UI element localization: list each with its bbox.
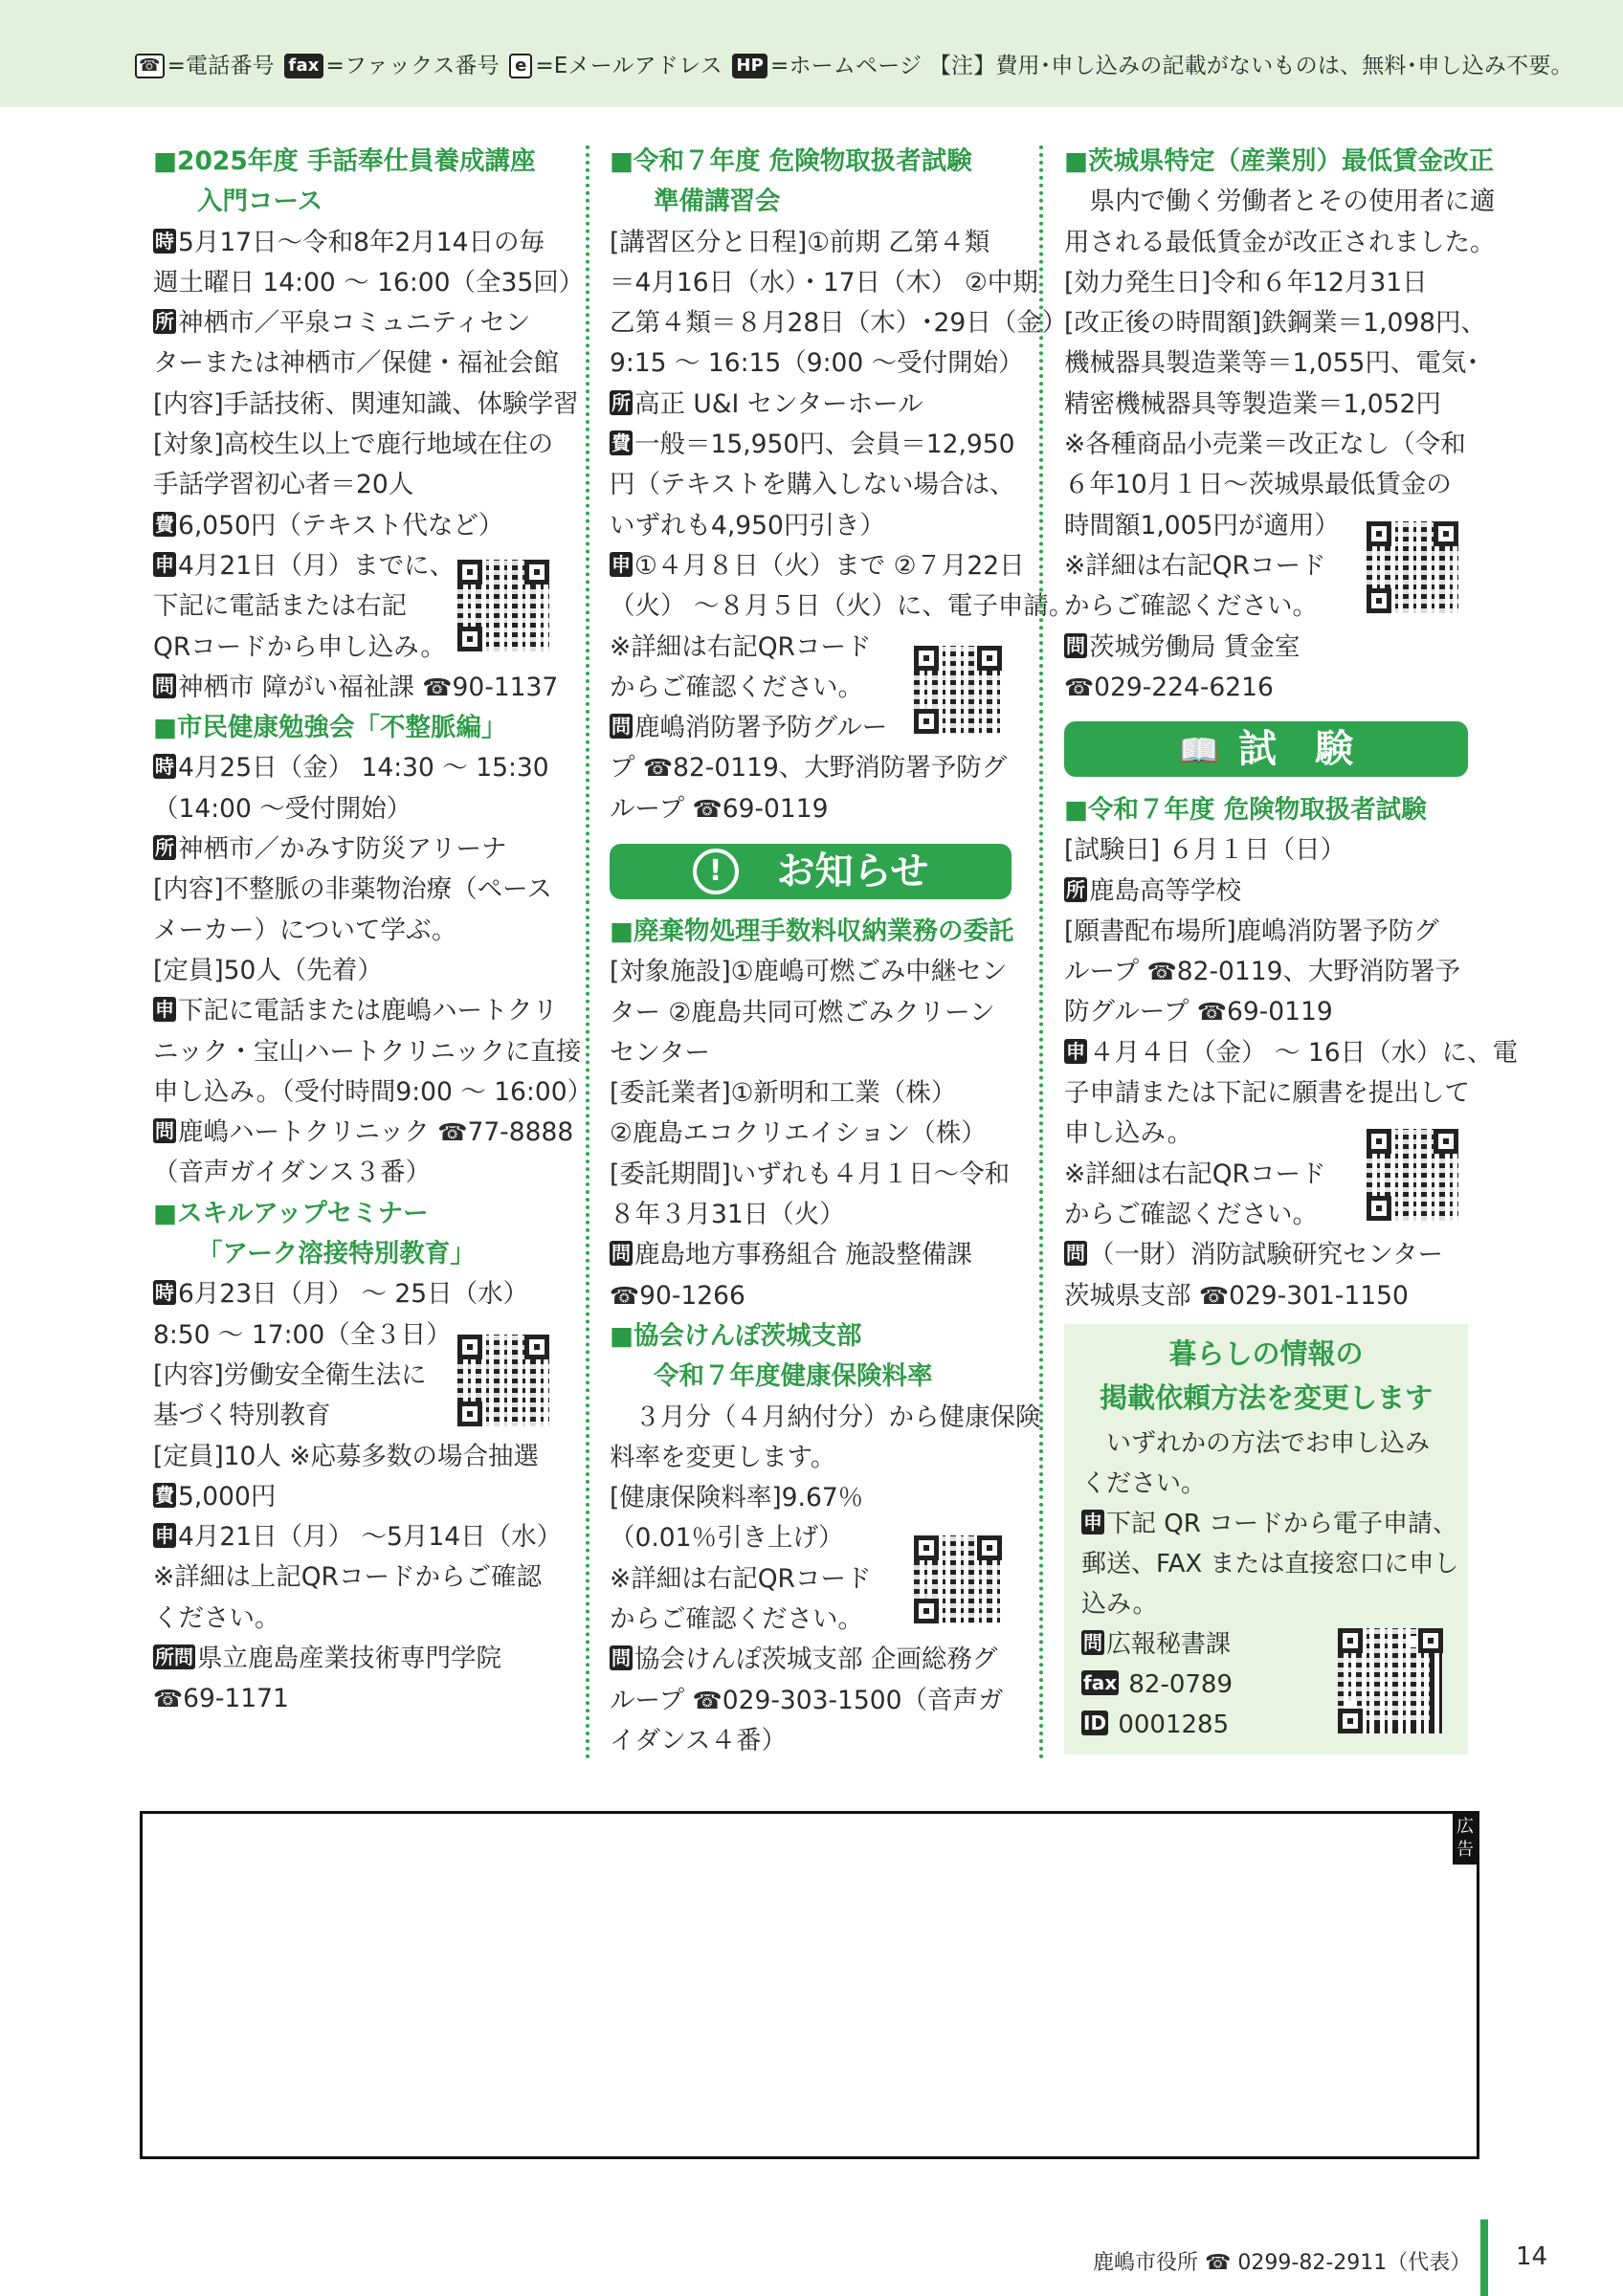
section-heading <box>153 182 567 222</box>
line-text: 6,050円（テキスト代など） <box>178 510 504 541</box>
text-line <box>610 1276 1023 1316</box>
section-heading <box>153 708 567 748</box>
text-line <box>153 1153 567 1193</box>
legend-fax: =ファックス番号 <box>325 54 500 78</box>
text-line <box>1064 1276 1478 1316</box>
line-text: 鹿島高等学校 <box>1089 875 1241 906</box>
notice-banner <box>610 844 1012 899</box>
line-text: ■スキルアップセミナー <box>153 1198 429 1228</box>
legend-hp: =ホームページ <box>769 54 923 78</box>
line-text: ■市民健康勉強会「不整脈編」 <box>153 713 507 743</box>
line-text: 子申請または下記に願書を提出して <box>1064 1078 1470 1109</box>
line-text: ループ <box>610 793 693 824</box>
text-line <box>1064 385 1478 425</box>
text-line <box>1064 872 1478 912</box>
text-line <box>1064 425 1478 465</box>
text-line <box>153 1113 574 1153</box>
shotoi-tag: 所問 <box>155 1645 193 1668</box>
text-line <box>153 506 567 546</box>
text-line <box>610 546 1023 586</box>
line-text: ■協会けんぽ茨城支部 <box>610 1320 862 1351</box>
line-text: ■廃棄物処理手数料収納業務の委託 <box>610 916 1014 946</box>
toi-tag: 問 <box>611 1242 631 1266</box>
qr-code[interactable] <box>914 646 1002 734</box>
line-text: ６年10月１日～茨城県最低賃金の <box>1064 470 1452 500</box>
phone-icon: ☎ <box>692 794 723 823</box>
text-line <box>610 465 1023 505</box>
text-line <box>1064 992 1478 1032</box>
line-text: 県立鹿島産業技術専門学院 <box>197 1643 501 1673</box>
line-text: 4月21日（月）までに、 <box>178 550 456 581</box>
line-text: 令和７年度健康保険料率 <box>654 1361 933 1392</box>
column-2-bottom <box>610 912 1041 1761</box>
phone-icon: ☎ <box>1205 2251 1232 2275</box>
text-line <box>153 1639 567 1679</box>
ji-tag: 時 <box>155 229 174 253</box>
legend-mail: =Eメールアドレス <box>535 54 723 78</box>
phone-icon: ☎ <box>1146 958 1177 986</box>
line-text: [定員]50人（先着） <box>153 955 383 985</box>
footer-phone: 0299-82-2911（代表） <box>1237 2251 1472 2275</box>
mou-tag: 申 <box>155 552 174 576</box>
info-line: 込み。 <box>1081 1590 1158 1619</box>
text-line <box>610 385 1023 425</box>
toi-tag: 問 <box>155 1119 174 1143</box>
phone-icon: ☎ <box>1064 673 1095 701</box>
section-heading <box>1064 790 1478 830</box>
legend-note: 【注】費用･申し込みの記載がないものは、無料･申し込み不要。 <box>928 54 1573 78</box>
text-line <box>1064 1235 1478 1275</box>
line-text: ■令和７年度 危険物取扱者試験 <box>610 146 972 176</box>
text-line <box>610 343 1023 384</box>
phone-icon: ☎ <box>437 1118 468 1147</box>
line-text: 鹿島地方事務組合 施設整備課 <box>634 1240 972 1270</box>
line-text: [対象施設]①鹿嶋可燃ごみ中継セン <box>610 957 1008 987</box>
phone-icon: ☎ <box>135 54 165 78</box>
text-line <box>610 1478 1023 1518</box>
sho-tag: 所 <box>155 836 174 860</box>
text-line <box>610 1033 1023 1073</box>
line-text: 申し込み。（受付時間9:00 ～ 16:00） <box>153 1076 593 1107</box>
line-text: ニック・宝山ハートクリニックに直接 <box>153 1036 582 1067</box>
text-line <box>610 1155 1023 1195</box>
text-line <box>153 1072 593 1113</box>
text-line <box>610 303 1068 343</box>
footer-office: 鹿嶋市役所 <box>1093 2251 1205 2275</box>
line-text: 円（テキストを購入しない場合は、 <box>610 470 1015 500</box>
info-line: fax 82-0789 <box>1083 1670 1234 1699</box>
line-text: ②鹿島エコクリエイション（株） <box>610 1118 987 1149</box>
text-line <box>153 870 567 910</box>
line-text: 、大野消防署予 <box>1282 957 1460 987</box>
info-title-2: 掲載依頼方法を変更します <box>1099 1381 1433 1414</box>
phone-number: 90-1266 <box>639 1280 745 1311</box>
line-text: ※詳細は右記QRコード <box>1064 1159 1326 1189</box>
phone-number: 029-224-6216 <box>1094 672 1274 702</box>
text-line <box>1064 343 1478 384</box>
ji-tag: 時 <box>155 1281 174 1305</box>
line-text: [委託期間]いずれも４月１日～令和 <box>610 1159 1011 1189</box>
info-line: 問 広報秘書課 <box>1083 1630 1232 1659</box>
text-line <box>610 993 1023 1033</box>
toi-tag: 問 <box>1066 633 1085 657</box>
homepage-icon: HP <box>732 54 767 78</box>
line-text: 鹿嶋消防署予防グルー <box>634 713 888 743</box>
line-text: ターまたは神栖市／保健・福祉会館 <box>153 348 559 379</box>
mou-tag: 申 <box>611 552 631 576</box>
phone-number: 82-0119 <box>673 753 779 784</box>
section-heading <box>610 1316 1023 1357</box>
line-text: [講習区分と日程]①前期 乙第４類 <box>610 227 990 257</box>
line-text: 9:15 ～ 16:15（9:00 ～受付開始） <box>610 348 1024 379</box>
sho-tag: 所 <box>155 310 174 334</box>
text-line <box>1064 1073 1478 1114</box>
id-tag: ID <box>1083 1711 1107 1734</box>
line-text: ループ <box>610 1685 693 1715</box>
phone-icon: ☎ <box>422 673 453 701</box>
line-text: ３月分（４月納付分）から健康保険 <box>610 1402 1041 1432</box>
section-heading <box>610 182 1023 222</box>
line-text: ※詳細は右記QRコード <box>1064 550 1326 581</box>
advertisement-box <box>140 1811 1479 2159</box>
line-text: からご確認ください。 <box>610 1604 863 1635</box>
text-line <box>153 465 567 505</box>
text-line <box>153 1557 567 1598</box>
line-text: 入門コース <box>197 187 323 217</box>
section-heading <box>1064 142 1495 182</box>
line-text: 茨城労働局 賃金室 <box>1089 631 1301 662</box>
text-line <box>153 668 567 708</box>
line-text: ①４月８日（火）まで ②７月22日 <box>634 550 1025 581</box>
qr-code[interactable] <box>914 1535 1002 1623</box>
phone-number: 82-0119 <box>1176 957 1283 987</box>
line-text: 高正 U&I センターホール <box>634 388 923 419</box>
line-text: 基づく特別教育 <box>153 1401 331 1431</box>
apply-tag: 申 <box>1083 1511 1102 1534</box>
text-line <box>610 1681 1023 1721</box>
line-text: [効力発生日]令和６年12月31日 <box>1064 267 1428 298</box>
line-text: ※各種商品小売業＝改正なし（令和 <box>1064 430 1466 460</box>
phone-number: 69-1171 <box>183 1684 289 1714</box>
line-text: ループ <box>1064 957 1147 987</box>
qr-code[interactable] <box>1338 1628 1443 1733</box>
line-text: メーカー）について学ぶ。 <box>153 915 457 945</box>
phone-number: 90-1137 <box>452 672 559 702</box>
line-text: 神栖市／平泉コミュニティセン <box>178 308 531 339</box>
hi-tag: 費 <box>155 1483 174 1507</box>
qr-code[interactable] <box>1367 1129 1458 1221</box>
info-line: いずれかの方法でお申し込み <box>1081 1429 1431 1458</box>
text-line <box>153 425 567 465</box>
toi-tag: 問 <box>611 715 631 739</box>
line-text: ※詳細は上記QRコードからご確認 <box>153 1562 542 1593</box>
text-line <box>153 343 567 384</box>
text-line <box>610 425 1023 465</box>
line-text: [定員]10人 ※応募多数の場合抽選 <box>153 1441 540 1471</box>
mou-tag: 申 <box>155 998 174 1022</box>
exam-banner <box>1064 721 1468 777</box>
line-text: 時間額1,005円が適用） <box>1064 510 1340 541</box>
page-number: 14 <box>1516 2242 1548 2271</box>
line-text: 申し込み。 <box>1064 1118 1193 1149</box>
text-line <box>610 748 1023 788</box>
text-line <box>153 829 567 870</box>
line-text: 5月17日～令和8年2月14日の毎 <box>178 227 545 257</box>
text-line <box>610 586 1075 627</box>
line-text: ■2025年度 手話奉仕員養成講座 <box>153 146 536 176</box>
notice-banner-label: お知らせ <box>776 850 929 894</box>
phone-icon: ☎ <box>642 754 674 783</box>
legend-line <box>132 48 1573 79</box>
footer-contact <box>1093 2246 1471 2276</box>
line-text: ター ②鹿島共同可燃ごみクリーン <box>610 997 995 1027</box>
phone-number: 77-8888 <box>467 1117 574 1148</box>
text-line <box>610 1721 1023 1761</box>
text-line <box>153 1477 567 1517</box>
line-text: [委託業者]①新明和工業（株） <box>610 1078 957 1109</box>
fax-icon: fax <box>1083 1671 1118 1694</box>
exclamation-icon: ! <box>693 849 739 894</box>
line-text: 用される最低賃金が改正されました。 <box>1064 227 1496 257</box>
text-line <box>1064 303 1487 343</box>
text-line <box>153 951 567 991</box>
text-line <box>153 223 567 263</box>
line-text: 5,000円 <box>178 1481 277 1512</box>
column-3-top <box>1064 142 1496 708</box>
phone-number: 029-301-1150 <box>1229 1280 1409 1311</box>
line-text: [試験日] ６月１日（日） <box>1064 835 1346 866</box>
text-line <box>153 1679 567 1719</box>
line-text: プ <box>610 753 643 784</box>
text-line <box>1064 182 1496 222</box>
text-line <box>1064 263 1478 303</box>
text-line <box>1064 830 1478 871</box>
hi-tag: 費 <box>611 431 631 455</box>
line-text: 4月21日（月） ～5月14日（水） <box>178 1522 563 1553</box>
line-text: [願書配布場所]鹿嶋消防署予防グ <box>1064 916 1439 946</box>
line-text: からご確認ください。 <box>1064 591 1318 622</box>
line-text: ■茨城県特定（産業別）最低賃金改正 <box>1064 146 1495 176</box>
line-text: 手話学習初心者＝20人 <box>153 470 414 500</box>
text-line <box>610 1073 1023 1114</box>
info-line: 申 下記 QR コードから電子申請、 <box>1083 1510 1458 1538</box>
line-text: （14:00 ～受付開始） <box>153 793 412 824</box>
phone-icon: ☎ <box>1198 1281 1230 1310</box>
toi-tag: 問 <box>155 673 174 697</box>
text-line <box>153 263 585 303</box>
line-text: 機械器具製造業等＝1,055円、電気･ <box>1064 348 1479 379</box>
line-text: [対象]高校生以上で鹿行地域在住の <box>153 430 554 460</box>
line-text: 精密機械器具等製造業＝1,052円 <box>1064 388 1441 419</box>
text-line <box>1064 465 1478 505</box>
column-divider <box>586 145 589 1760</box>
text-line <box>610 789 1023 829</box>
line-text: （音声ガイダンス３番） <box>153 1158 432 1188</box>
text-line <box>153 1274 567 1314</box>
text-line <box>610 223 1023 263</box>
text-line <box>1064 1033 1519 1073</box>
line-text: （音声ガ <box>901 1685 1004 1715</box>
line-text: ください。 <box>153 1602 280 1633</box>
text-line <box>153 1599 567 1639</box>
line-text: 神栖市 障がい福祉課 <box>178 672 423 702</box>
line-text: 4月25日（金） 14:30 ～ 15:30 <box>178 753 549 784</box>
text-line <box>153 789 567 829</box>
line-text: （火） ～８月５日（火）に、電子申請。 <box>610 591 1075 622</box>
mou-tag: 申 <box>155 1524 174 1548</box>
line-text: ８年３月31日（火） <box>610 1200 845 1230</box>
text-line <box>610 1398 1041 1438</box>
text-line <box>610 506 1023 546</box>
line-text: [内容]不整脈の非薬物治療（ペース <box>153 874 552 905</box>
line-text: からご確認ください。 <box>1064 1199 1318 1229</box>
line-text: 一般＝15,950円、会員＝12,950 <box>634 430 1015 460</box>
text-line <box>610 952 1023 992</box>
line-text: （一財）消防試験研究センター <box>1089 1240 1443 1270</box>
line-text: ■令和７年度 危険物取扱者試験 <box>1064 795 1427 825</box>
info-line: ください。 <box>1081 1469 1207 1498</box>
line-text: 下記に電話または右記 <box>153 591 407 622</box>
text-line <box>610 1195 1023 1235</box>
line-text: 「アーク溶接特別教育」 <box>197 1239 476 1269</box>
line-text: 茨城県支部 <box>1064 1280 1199 1311</box>
hi-tag: 費 <box>155 512 174 536</box>
ad-label: 広告 <box>1453 1813 1478 1865</box>
text-line <box>1064 912 1478 952</box>
sho-tag: 所 <box>1066 877 1085 901</box>
text-line <box>153 1032 582 1072</box>
line-text: 8:50 ～ 17:00（全３日） <box>153 1319 452 1350</box>
qr-code[interactable] <box>457 560 549 651</box>
text-line <box>610 1640 1023 1680</box>
line-text: 鹿嶋ハートクリニック <box>178 1117 438 1148</box>
text-line <box>610 1114 1023 1154</box>
info-line: 郵送、FAX または直接窓口に申し <box>1081 1550 1459 1578</box>
sho-tag: 所 <box>611 390 631 414</box>
phone-icon: ☎ <box>1196 998 1227 1027</box>
line-text: ※詳細は右記QRコード <box>610 631 872 662</box>
text-line <box>610 1438 1023 1478</box>
section-heading <box>610 1357 1023 1397</box>
exam-banner-label: 試 験 <box>1238 727 1354 771</box>
line-text: 料率を変更します。 <box>610 1442 836 1472</box>
footer-accent-bar <box>1480 2219 1488 2296</box>
section-heading <box>153 142 567 182</box>
text-line <box>153 303 567 343</box>
line-text: 防グループ <box>1064 997 1197 1027</box>
phone-number: 69-0119 <box>1226 997 1333 1027</box>
line-text: からご確認ください。 <box>610 672 863 702</box>
line-text: ＝4月16日（水）・17日（木） ②中期 <box>610 267 1038 298</box>
line-text: ４月４日（金） ～ 16日（水）に、電 <box>1089 1037 1519 1068</box>
line-text: （0.01％引き上げ） <box>610 1523 844 1554</box>
phone-icon: ☎ <box>153 1685 184 1713</box>
text-line <box>1064 223 1496 263</box>
line-text: 神栖市／かみす防災アリーナ <box>178 834 507 865</box>
section-heading <box>610 912 1023 952</box>
text-line <box>153 911 567 951</box>
text-line <box>153 748 567 788</box>
phone-icon: ☎ <box>692 1686 723 1714</box>
qr-code[interactable] <box>457 1335 549 1426</box>
mail-icon: e <box>509 54 532 78</box>
column-3-bottom <box>1064 790 1519 1316</box>
line-text: イダンス４番） <box>610 1725 787 1755</box>
line-text: 、大野消防署予防グ <box>778 753 1008 784</box>
column-divider <box>1039 145 1043 1760</box>
line-text: [内容]労働安全衛生法に <box>153 1359 427 1390</box>
text-line <box>153 1437 567 1477</box>
line-text: 下記に電話または鹿嶋ハートクリ <box>178 996 558 1027</box>
qr-code[interactable] <box>1367 521 1458 613</box>
book-icon: 📖 <box>1178 732 1220 770</box>
legend-bar <box>0 0 1623 107</box>
section-heading <box>610 142 1023 182</box>
legend-tel: =電話番号 <box>167 54 275 78</box>
line-text: 乙第４類＝８月28日（木）･29日（金） <box>610 308 1068 339</box>
toi-tag: 問 <box>611 1646 631 1670</box>
line-text: 協会けんぽ茨城支部 企画総務グ <box>634 1645 998 1675</box>
line-text: センター <box>610 1037 710 1068</box>
line-text: [改正後の時間額]鉄鋼業＝1,098円、 <box>1064 308 1487 339</box>
text-line <box>153 1517 567 1557</box>
line-text: 週土曜日 14:00 ～ 16:00（全35回） <box>153 267 585 298</box>
line-text: いずれも4,950円引き） <box>610 510 885 541</box>
line-text: 県内で働く労働者とその使用者に適 <box>1064 187 1496 217</box>
text-line <box>610 263 1038 303</box>
text-line <box>1064 628 1478 668</box>
ji-tag: 時 <box>155 755 174 779</box>
mou-tag: 申 <box>1066 1039 1085 1063</box>
line-text: [健康保険料率]9.67％ <box>610 1483 864 1513</box>
info-line: ID 0001285 <box>1083 1711 1230 1739</box>
fax-icon: fax <box>284 54 322 78</box>
text-line <box>610 1235 1023 1275</box>
info-title-1: 暮らしの情報の <box>1168 1337 1364 1370</box>
inquiry-tag: 問 <box>1083 1631 1102 1654</box>
toi-tag: 問 <box>1066 1242 1085 1266</box>
section-heading <box>153 1194 567 1234</box>
text-line <box>153 385 579 425</box>
text-line <box>1064 668 1478 708</box>
line-text: 準備講習会 <box>654 187 781 217</box>
line-text: [内容]手話技術、関連知識、体験学習 <box>153 388 579 419</box>
text-line <box>153 991 567 1031</box>
phone-number: 029-303-1500 <box>722 1685 902 1715</box>
phone-icon: ☎ <box>610 1281 640 1310</box>
section-heading <box>153 1234 567 1274</box>
text-line <box>1064 952 1478 992</box>
column-1 <box>153 142 593 1720</box>
line-text: 6月23日（月） ～ 25日（水） <box>178 1279 529 1310</box>
line-text: QRコードから申し込み。 <box>153 631 446 662</box>
phone-number: 69-0119 <box>722 793 829 824</box>
line-text: ※詳細は右記QRコード <box>610 1563 872 1594</box>
